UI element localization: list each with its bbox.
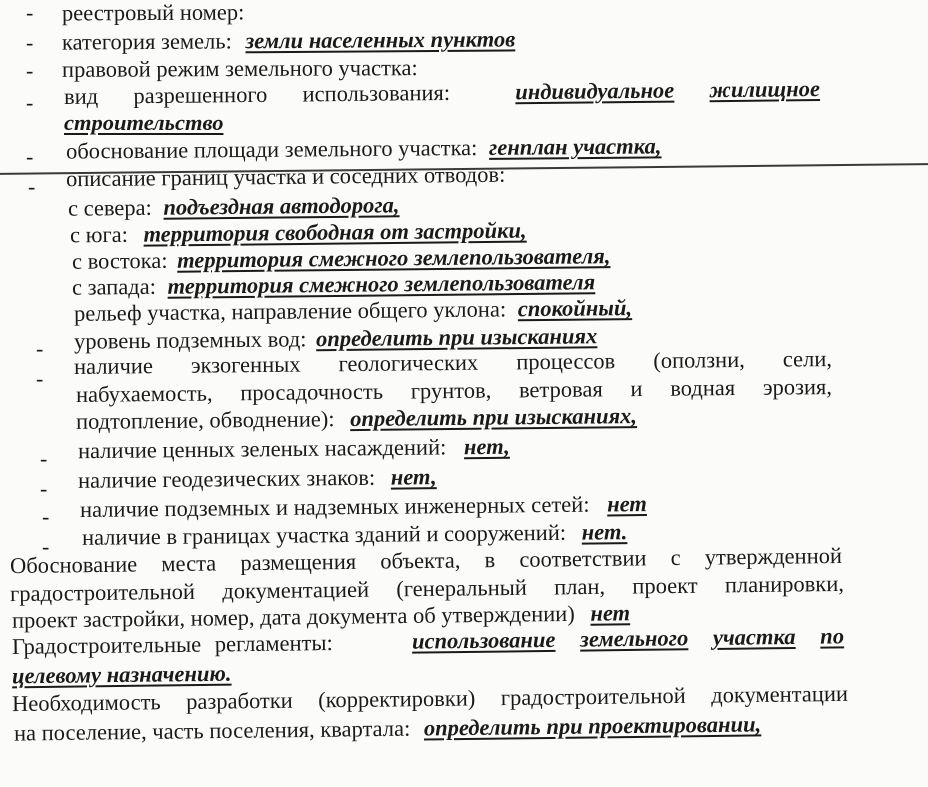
- word: водная: [670, 375, 736, 401]
- bullet-dash: -: [26, 0, 34, 25]
- value: определить при проектировании,: [423, 711, 762, 741]
- bullet-dash: -: [26, 30, 34, 55]
- word: проект: [632, 572, 698, 599]
- regulations-line-2: [12, 661, 232, 690]
- label: рельеф участка, направление общего уклона:: [73, 296, 507, 326]
- label: наличие геодезических знаков:: [77, 464, 376, 493]
- value-word: использование: [411, 626, 556, 654]
- label: описание границ участка и соседних отводов:: [65, 161, 506, 192]
- necessity-line-2: [14, 711, 761, 746]
- word: ветровая: [518, 376, 603, 403]
- regulations-value-1: [412, 623, 844, 654]
- word: градостроительной: [500, 682, 686, 711]
- word: сели,: [782, 346, 833, 372]
- item-exogenous-l3: [76, 403, 637, 435]
- item-networks: [80, 491, 647, 523]
- item-exogenous-l2: [76, 374, 832, 408]
- label: с запада:: [71, 273, 157, 300]
- label: обоснование площади земельного участка:: [65, 135, 478, 164]
- word: объекта,: [380, 547, 461, 574]
- label: уровень подземных вод:: [73, 326, 307, 354]
- word: просадочность: [240, 378, 384, 406]
- value: территория смежного землепользователя,: [176, 243, 611, 273]
- value: нет,: [390, 464, 437, 490]
- label: на поселение, часть поселения, квартала:: [13, 715, 411, 746]
- value: подъездная автодорога,: [163, 192, 400, 220]
- word: набухаемость,: [75, 380, 213, 407]
- label: правовой режим земельного участка:: [61, 55, 418, 82]
- word: геологических: [338, 349, 479, 377]
- value: земли населенных пунктов: [245, 26, 516, 54]
- bullet-dash: -: [26, 144, 34, 169]
- word: Необходимость: [11, 689, 161, 717]
- value: нет,: [463, 433, 510, 460]
- bullet-dash: -: [40, 446, 48, 471]
- bullet-dash: -: [26, 90, 34, 115]
- value-word: земельного: [579, 625, 689, 652]
- item-permitted-use-cont: [64, 110, 223, 136]
- word: разработки: [186, 687, 293, 714]
- word: документации: [711, 680, 849, 708]
- value: генплан участка,: [488, 133, 662, 160]
- word: эрозия,: [762, 374, 833, 400]
- label: с юга:: [69, 221, 129, 248]
- bullet-dash: -: [40, 476, 48, 501]
- word: экзогенных: [190, 351, 301, 378]
- value: нет: [590, 600, 631, 626]
- word: утвержденной: [704, 542, 843, 570]
- item-area-basis: [66, 133, 662, 164]
- bullet-dash: -: [36, 336, 44, 361]
- word: с: [670, 544, 681, 571]
- label: наличие подземных и надземных инженерных сетей:: [79, 491, 590, 522]
- label: наличие в границах участка зданий и сооружений:: [81, 519, 567, 550]
- value: целевому назначению.: [11, 660, 232, 689]
- relief: [74, 295, 632, 327]
- bullet-dash: -: [42, 534, 50, 559]
- bullet-dash: -: [28, 174, 36, 199]
- word: Обоснование: [9, 551, 138, 579]
- word: места: [161, 550, 217, 577]
- bullet-dash: -: [42, 504, 50, 529]
- item-reg-number: [62, 0, 245, 26]
- value: определить при изысканиях,: [350, 403, 638, 432]
- value: территория свободная от застройки,: [143, 217, 527, 247]
- word: наличие: [73, 353, 153, 379]
- value: нет.: [581, 519, 628, 545]
- word: (генеральный: [396, 574, 527, 602]
- word: в: [484, 547, 496, 573]
- label: наличие ценных зеленых насаждений:: [77, 434, 447, 464]
- bullet-dash: -: [26, 58, 34, 83]
- word: соответствии: [519, 545, 647, 572]
- value-word: участка: [712, 623, 796, 650]
- word: разрешенного: [133, 81, 268, 109]
- item-land-category: [62, 26, 515, 55]
- word: документацией: [222, 576, 370, 604]
- value: нет: [607, 491, 647, 517]
- word: градостроительной: [9, 578, 196, 607]
- word: планировки,: [724, 570, 845, 598]
- label: проект застройки, номер, дата документа об утверждении): [11, 600, 575, 633]
- value-word: жилищное: [709, 76, 821, 103]
- word: вид: [63, 83, 99, 109]
- boundary-north: [68, 192, 400, 221]
- label: реестровый номер:: [61, 0, 245, 26]
- label: с востока:: [71, 247, 168, 274]
- value: определить при изысканиях: [315, 323, 598, 352]
- word: грунтов,: [410, 377, 492, 404]
- item-boundaries: [66, 162, 506, 193]
- word: и: [630, 376, 643, 402]
- value-word: по: [820, 623, 845, 649]
- word: использования:: [302, 79, 451, 107]
- label: с севера:: [67, 194, 152, 221]
- word: (оползни,: [653, 346, 745, 373]
- word: размещения: [240, 548, 357, 576]
- word: (корректировки): [318, 685, 476, 713]
- word: план,: [553, 573, 606, 600]
- word: процессов: [516, 348, 616, 375]
- label: Градостроительные регламенты:: [11, 630, 333, 659]
- item-green: [78, 434, 510, 465]
- label: категория земель:: [61, 28, 232, 55]
- value-word: индивидуальное: [515, 77, 675, 105]
- value: спокойный,: [517, 295, 633, 322]
- value-word: строительство: [64, 110, 224, 135]
- label: подтопление, обводнение):: [75, 406, 335, 434]
- value: территория смежного землепользователя: [167, 269, 596, 299]
- item-geodetic: [78, 464, 437, 494]
- regulations-line-1: [12, 630, 333, 660]
- bullet-dash: -: [36, 366, 44, 391]
- item-legal-regime: [62, 55, 418, 83]
